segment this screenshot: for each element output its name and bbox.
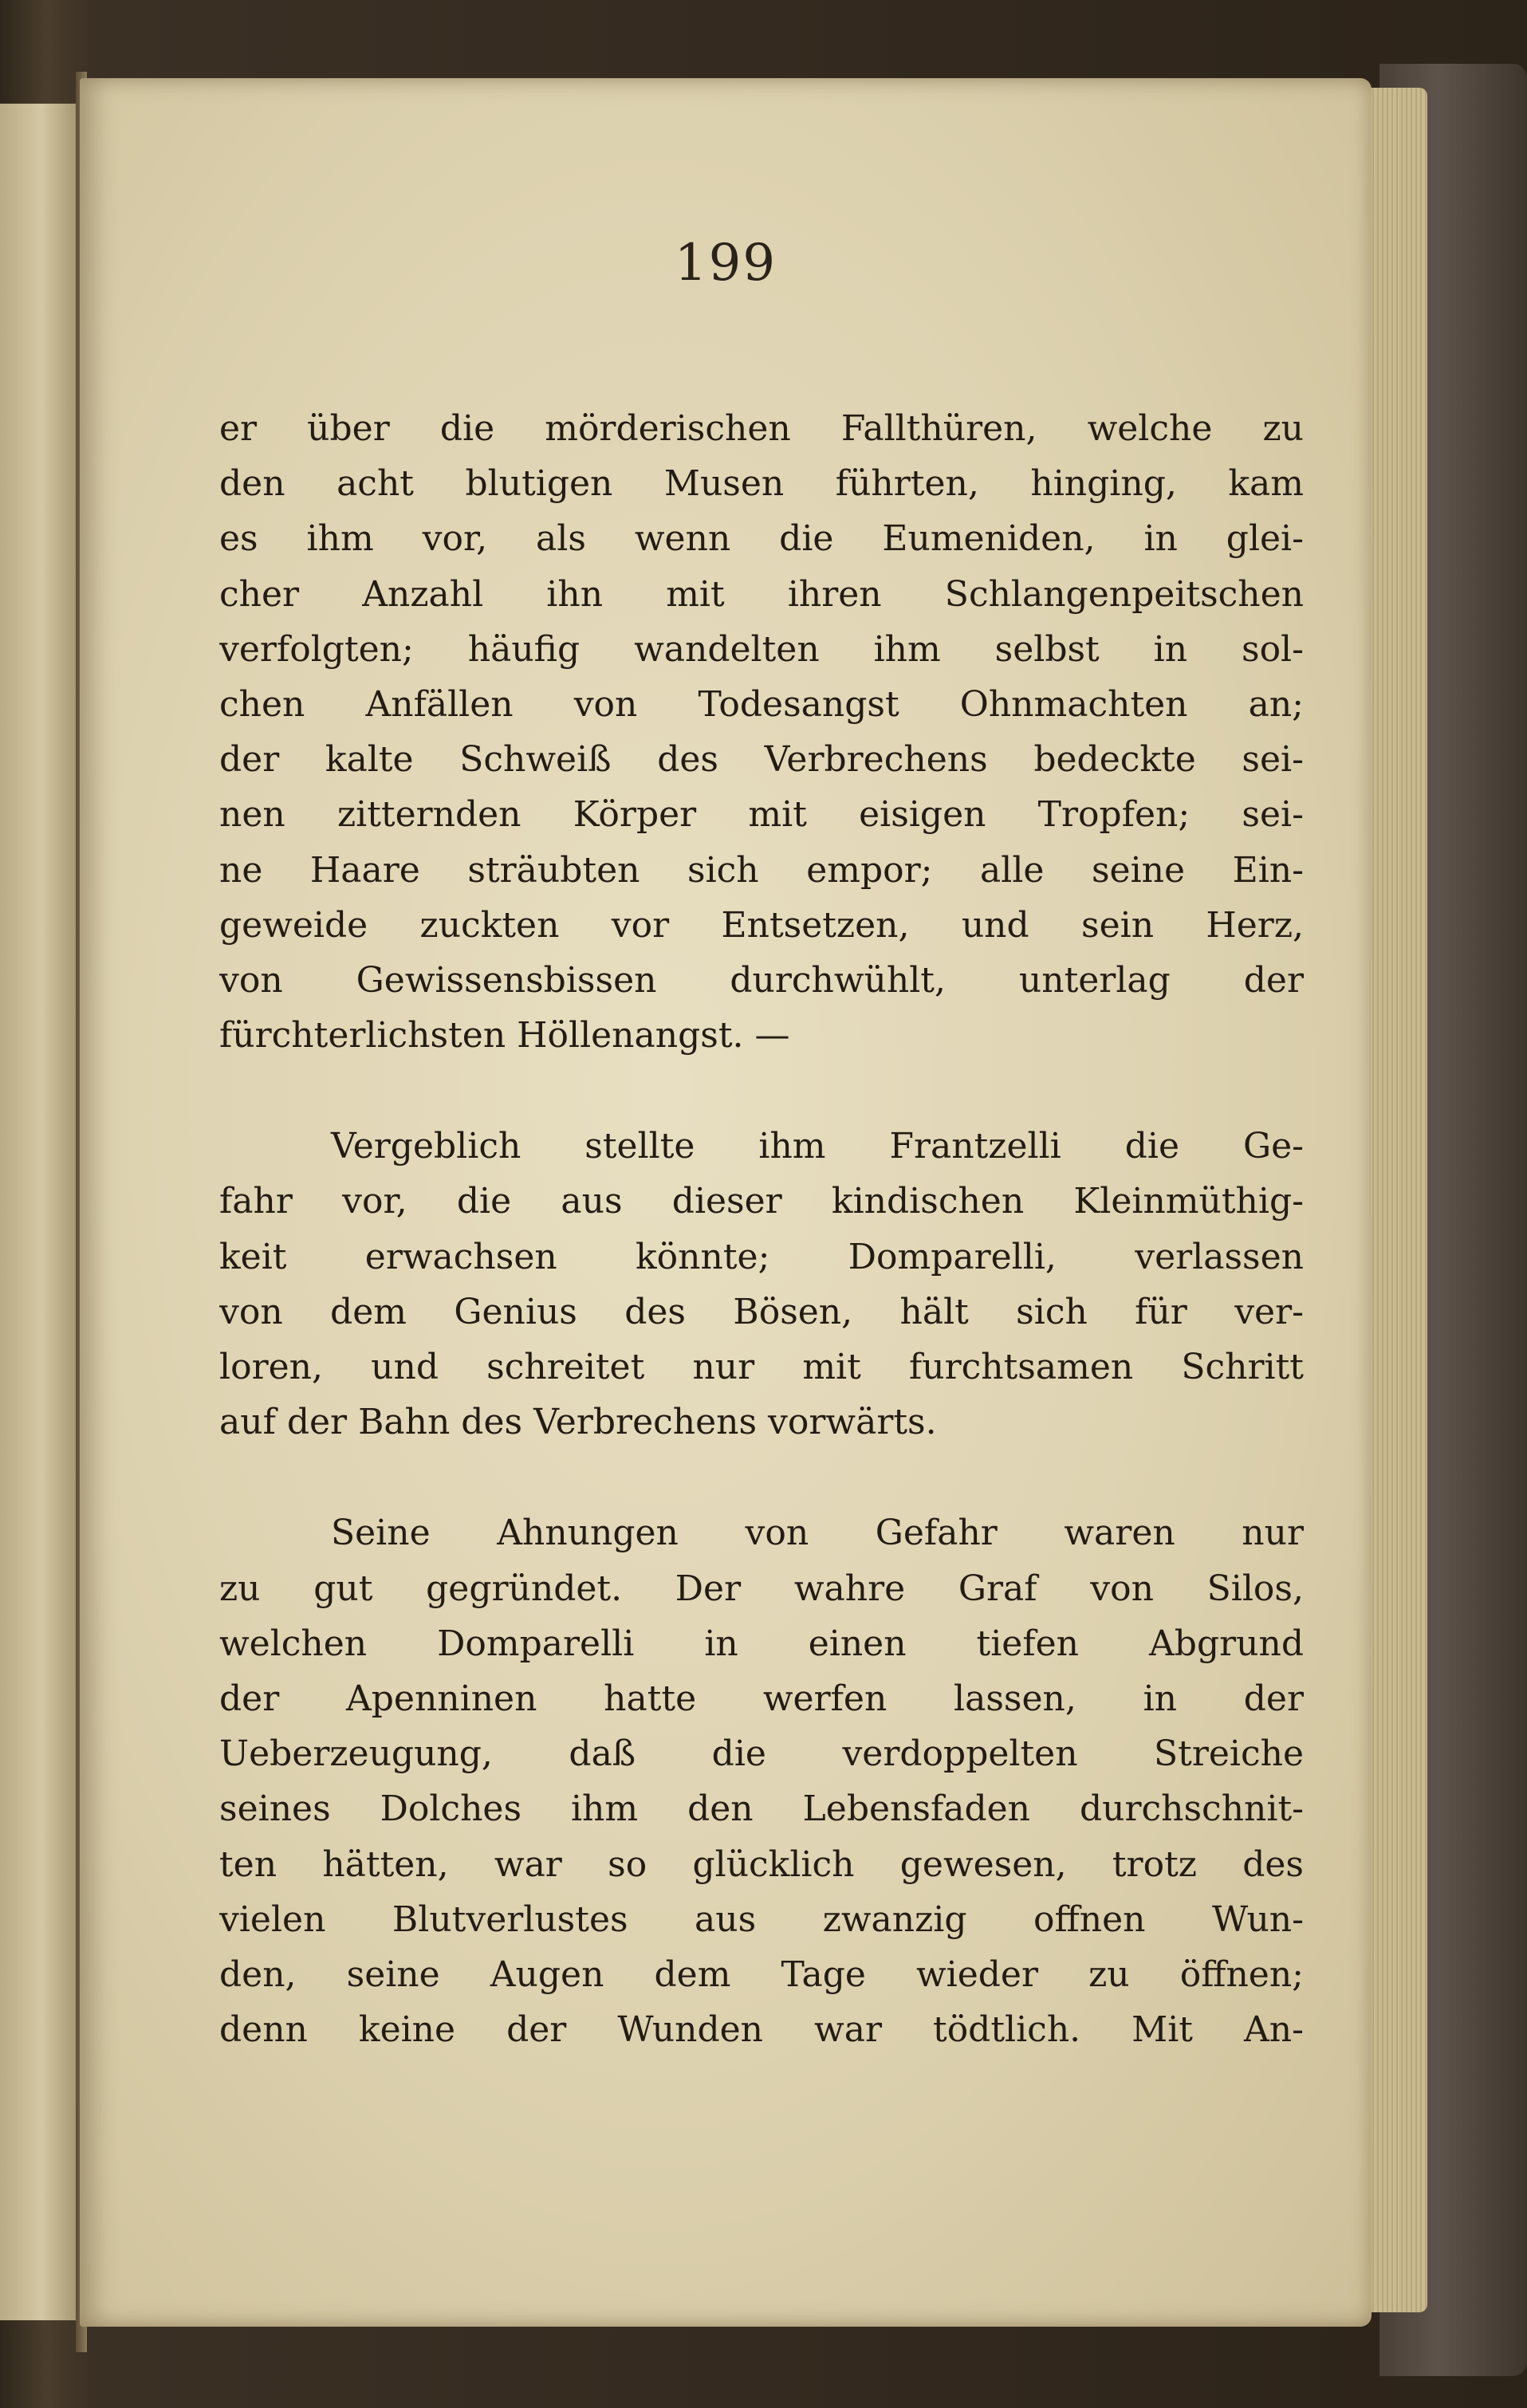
paragraph: [219, 1119, 1304, 1450]
text-line: der kalte Schweiß des Verbrechens bedeckte sei-: [219, 739, 1304, 781]
text-line: fürchterlichsten Höllenangst. —: [219, 1015, 790, 1056]
text-line: vielen Blutverlustes aus zwanzig offnen Wun-: [219, 1898, 1304, 1940]
text-line: denn keine der Wunden war tödtlich. Mit An-: [219, 2009, 1304, 2051]
text-line: auf der Bahn des Verbrechens vorwärts.: [219, 1402, 937, 1443]
text-line: Vergeblich stellte ihm Frantzelli die Ge-: [331, 1126, 1304, 1167]
left-page-edge: [0, 104, 78, 2320]
text-line: von Gewissensbissen durchwühlt, unterlag der: [219, 959, 1304, 1001]
text-line: verfolgten; häufig wandelten ihm selbst in sol-: [219, 628, 1304, 670]
text-line: loren, und schreitet nur mit furchtsamen Schritt: [219, 1347, 1304, 1387]
text-line: den acht blutigen Musen führten, hinging, kam: [219, 463, 1304, 505]
text-line: seines Dolches ihm den Lebensfaden durchschnit-: [219, 1788, 1304, 1830]
text-line: chen Anfällen von Todesangst Ohnmachten an;: [219, 683, 1304, 725]
text-line: fahr vor, die aus dieser kindischen Kleinmüthig-: [219, 1181, 1304, 1222]
text-line: Ueberzeugung, daß die verdoppelten Streiche: [219, 1733, 1304, 1775]
text-line: zu gut gegründet. Der wahre Graf von Silos,: [219, 1568, 1304, 1609]
text-line: keit erwachsen könnte; Domparelli, verlassen: [219, 1236, 1304, 1277]
paragraph: [219, 1505, 1304, 2057]
text-line: ten hätten, war so glücklich gewesen, trotz des: [219, 1843, 1304, 1885]
text-line: den, seine Augen dem Tage wieder zu öffnen;: [219, 1954, 1304, 1995]
text-line: welchen Domparelli in einen tiefen Abgrund: [219, 1623, 1304, 1664]
paragraph: [219, 401, 1304, 1063]
text-line: von dem Genius des Bösen, hält sich für ver-: [219, 1291, 1304, 1332]
book-page: [80, 78, 1372, 2327]
page-number: 199: [674, 234, 777, 293]
text-line: Seine Ahnungen von Gefahr waren nur: [331, 1513, 1304, 1554]
text-line: geweide zuckten vor Entsetzen, und sein Herz,: [219, 904, 1304, 946]
text-line: der Apenninen hatte werfen lassen, in der: [219, 1678, 1304, 1719]
text-line: ne Haare sträubten sich empor; alle seine Ein-: [219, 849, 1304, 891]
text-line: cher Anzahl ihn mit ihren Schlangenpeitschen: [219, 573, 1304, 615]
text-line: er über die mörderischen Fallthüren, welche zu: [219, 408, 1304, 449]
text-line: es ihm vor, als wenn die Eumeniden, in glei-: [219, 518, 1304, 560]
text-line: nen zitternden Körper mit eisigen Tropfen; sei-: [219, 794, 1304, 836]
page-text: [219, 401, 1304, 2057]
